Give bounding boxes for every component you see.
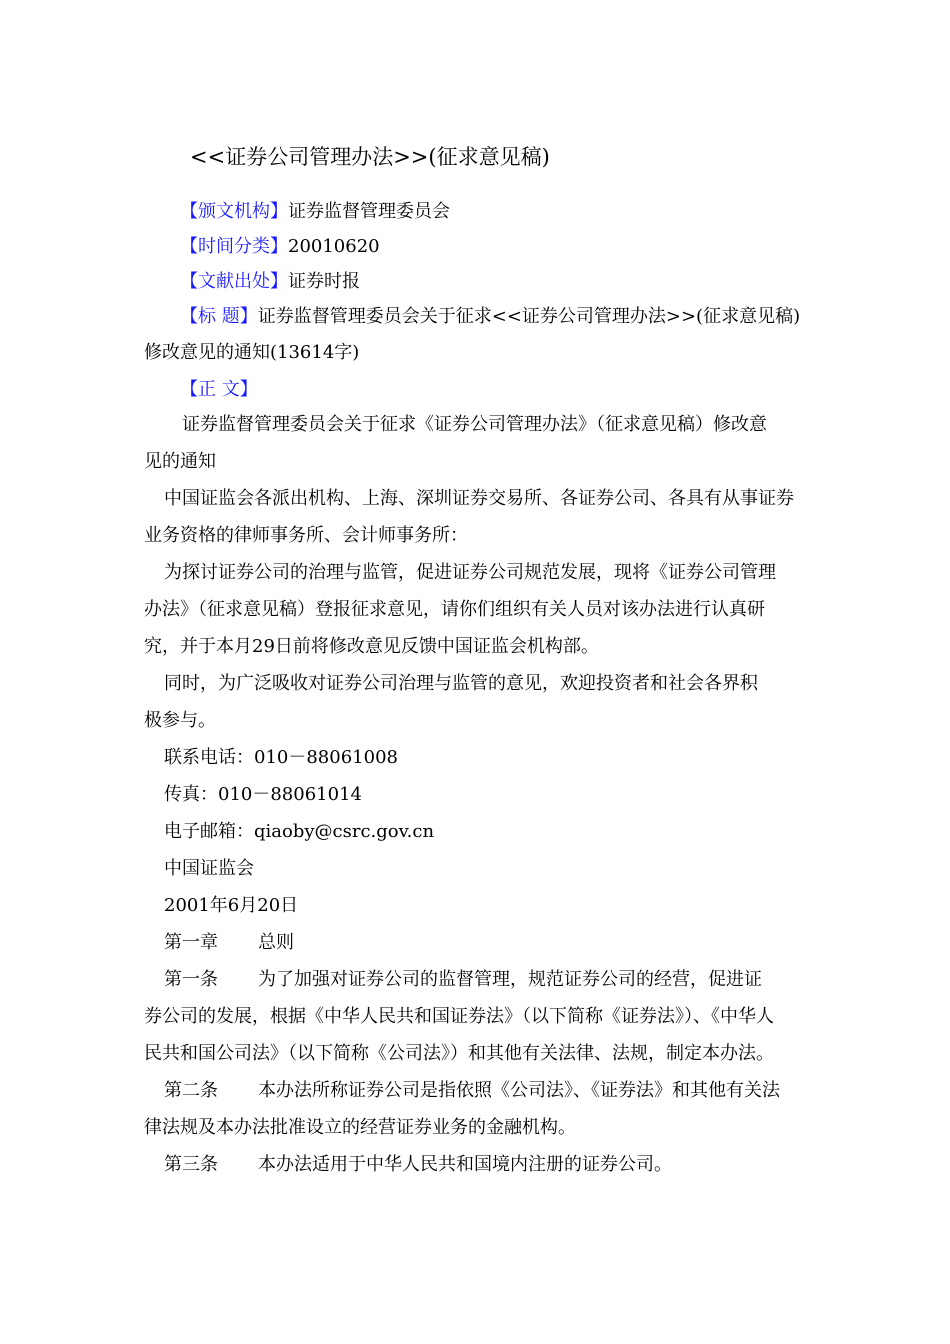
paragraph-line: 同时，为广泛吸收对证券公司治理与监管的意见，欢迎投资者和社会各界积	[164, 673, 758, 694]
issuer-row	[180, 199, 450, 225]
article-text: 本办法所称证券公司是指依照《公司法》、《证券法》和其他有关法	[258, 1080, 780, 1101]
chapter-heading	[144, 924, 808, 961]
issuer-value: 证券监督管理委员会	[288, 201, 450, 222]
subject-value: 证券监督管理委员会关于征求<<证券公司管理办法>>(征求意见稿)	[257, 306, 801, 327]
article-text: 本办法适用于中华人民共和国境内注册的证券公司。	[258, 1154, 672, 1175]
body-text	[144, 406, 808, 1183]
paragraph-line: 究，并于本月29日前将修改意见反馈中国证监会机构部。	[144, 636, 599, 657]
sign-date: 2001年6月20日	[164, 895, 299, 916]
date-value: 20010620	[288, 236, 380, 257]
date-label: 【时间分类】	[180, 236, 288, 257]
contact-email: 电子邮箱：qiaoby@csrc.gov.cn	[164, 821, 435, 842]
paragraph-line: 办法》（征求意见稿）登报征求意见，请你们组织有关人员对该办法进行认真研	[144, 599, 765, 620]
document-title: <<证券公司管理办法>>(征求意见稿)	[190, 145, 550, 169]
article-number: 第一条	[164, 969, 218, 990]
article-text: 为了加强对证券公司的监督管理，规范证券公司的经营，促进证	[258, 969, 762, 990]
subject-row	[180, 304, 800, 330]
article-number: 第三条	[164, 1154, 218, 1175]
source-row	[180, 269, 360, 295]
article-line: 律法规及本办法批准设立的经营证券业务的金融机构。	[144, 1117, 576, 1138]
subject-continued: 修改意见的通知(13614字)	[144, 342, 360, 363]
notice-title-line: 证券监督管理委员会关于征求《证券公司管理办法》（征求意见稿）修改意	[182, 414, 767, 435]
article-number: 第二条	[164, 1080, 218, 1101]
article-line	[144, 1146, 808, 1183]
date-row	[180, 234, 380, 260]
body-label: 【正 文】	[180, 379, 258, 400]
source-value: 证券时报	[288, 271, 360, 292]
subject-label: 【标 题】	[180, 306, 258, 327]
paragraph-line: 为探讨证券公司的治理与监管，促进证券公司规范发展，现将《证券公司管理	[164, 562, 776, 583]
contact-phone: 联系电话：010－88061008	[164, 747, 398, 768]
addressee-line: 业务资格的律师事务所、会计师事务所：	[144, 525, 468, 546]
article-line	[144, 1072, 808, 1109]
body-row	[180, 377, 258, 403]
contact-fax: 传真：010－88061014	[164, 784, 362, 805]
notice-title-line: 见的通知	[144, 451, 216, 472]
addressee-line: 中国证监会各派出机构、上海、深圳证券交易所、各证券公司、各具有从事证券	[164, 488, 794, 509]
chapter-title: 总则	[258, 932, 294, 953]
article-line	[144, 961, 808, 998]
paragraph-line: 极参与。	[144, 710, 216, 731]
source-label: 【文献出处】	[180, 271, 288, 292]
article-line: 券公司的发展，根据《中华人民共和国证券法》（以下简称《证券法》）、《中华人	[144, 1006, 774, 1027]
chapter-number: 第一章	[164, 932, 218, 953]
signer: 中国证监会	[164, 858, 254, 879]
issuer-label: 【颁文机构】	[180, 201, 288, 222]
article-line: 民共和国公司法》（以下简称《公司法》）和其他有关法律、法规，制定本办法。	[144, 1043, 774, 1064]
